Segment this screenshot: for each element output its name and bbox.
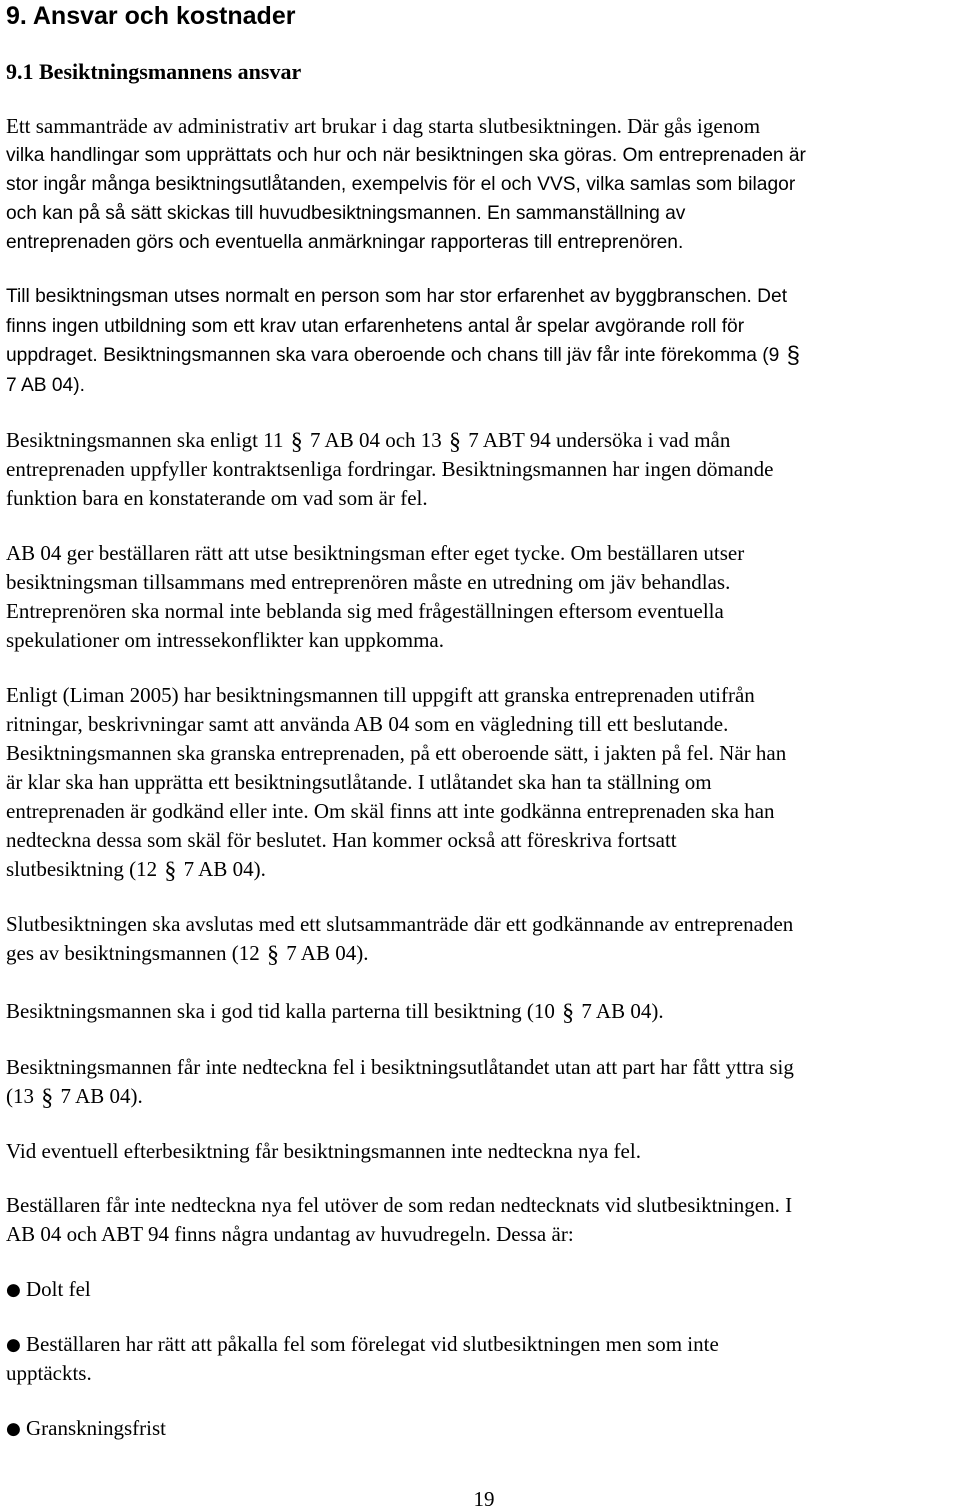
text-fragment: 7 AB 04). xyxy=(286,941,369,965)
text-fragment: Besiktningsmannen ska i god tid kalla parterna till besiktning (10 xyxy=(6,999,555,1023)
list-item-continuation: upptäckts. xyxy=(6,1361,92,1385)
text-line: Entreprenören ska normal inte beblanda sig med frågeställningen eftersom eventuella xyxy=(6,599,724,623)
text-line xyxy=(6,997,664,1025)
section-symbol: § xyxy=(449,429,462,455)
section-symbol: § xyxy=(266,942,279,968)
text-fragment: 7 AB 04 och 13 xyxy=(309,428,442,452)
text-line: finns ingen utbildning som ett krav utan erfarenhetens antal år spelar avgörande roll för xyxy=(6,316,745,337)
section-symbol: § xyxy=(164,858,177,884)
text-line xyxy=(6,939,368,967)
section-symbol: § xyxy=(786,342,800,369)
list-item xyxy=(6,1414,166,1443)
text-fragment: 7 AB 04). xyxy=(60,1084,143,1108)
text-fragment: 7 AB 04). xyxy=(183,857,266,881)
section-symbol: § xyxy=(290,429,303,455)
text-fragment: ges av besiktningsmannen (12 xyxy=(6,941,260,965)
text-fragment: (13 xyxy=(6,1084,34,1108)
text-line xyxy=(6,342,802,370)
text-line: AB 04 ger beställaren rätt att utse besiktningsman efter eget tycke. Om beställaren utser xyxy=(6,541,745,565)
text-fragment: slutbesiktning (12 xyxy=(6,857,158,881)
bullet-icon: ● xyxy=(6,1335,21,1355)
list-item-text: Dolt fel xyxy=(26,1277,91,1301)
list-item-text: Granskningsfrist xyxy=(26,1416,166,1440)
text-line: Besiktningsmannen får inte nedteckna fel i besiktningsutlåtandet utan att part har fått yttra sig xyxy=(6,1055,794,1079)
text-line: vilka handlingar som upprättats och hur och när besiktningen ska göras. Om entreprenaden är xyxy=(6,145,806,166)
text-line: Ett sammanträde av administrativ art brukar i dag starta slutbesiktningen. Där gås igenom xyxy=(6,114,761,138)
text-fragment: 7 AB 04). xyxy=(581,999,664,1023)
list-item xyxy=(6,1330,719,1359)
text-line: entreprenaden är godkänd eller inte. Om skäl finns att inte godkänna entreprenaden ska han xyxy=(6,799,775,823)
text-line: entreprenaden uppfyller kontraktsenliga fordringar. Besiktningsmannen har ingen dömande xyxy=(6,457,774,481)
text-line: besiktningsman tillsammans med entreprenören måste en utredning om jäv behandlas. xyxy=(6,570,731,594)
section-symbol: § xyxy=(41,1085,54,1111)
text-fragment: Besiktningsmannen ska enligt 11 xyxy=(6,428,284,452)
text-fragment: uppdraget. Besiktningsmannen ska vara oberoende och chans till jäv får inte förekomma (9 xyxy=(6,345,780,366)
text-line: Vid eventuell efterbesiktning får besiktningsmannen inte nedteckna nya fel. xyxy=(6,1139,641,1163)
section-heading: 9. Ansvar och kostnader xyxy=(6,2,296,30)
text-line: nedteckna dessa som skäl för beslutet. Han kommer också att föreskriva fortsatt xyxy=(6,828,677,852)
text-line: ritningar, beskrivningar samt att använda AB 04 som en vägledning till ett beslutande. xyxy=(6,712,729,736)
text-line: och kan på så sätt skickas till huvudbesiktningsmannen. En sammanställning av xyxy=(6,203,686,224)
text-line: AB 04 och ABT 94 finns några undantag av huvudregeln. Dessa är: xyxy=(6,1222,574,1246)
text-fragment: 7 ABT 94 undersöka i vad mån xyxy=(468,428,731,452)
text-line: Till besiktningsman utses normalt en person som har stor erfarenhet av byggbranschen. Det xyxy=(6,286,788,307)
text-line: Enligt (Liman 2005) har besiktningsmannen till uppgift att granska entreprenaden utifrån xyxy=(6,683,755,707)
text-line: entreprenaden görs och eventuella anmärkningar rapporteras till entreprenören. xyxy=(6,232,684,253)
page-number: 19 xyxy=(473,1487,495,1511)
text-line: Slutbesiktningen ska avslutas med ett slutsammanträde där ett godkännande av entreprenaden xyxy=(6,912,794,936)
list-item xyxy=(6,1275,91,1304)
text-line: spekulationer om intressekonflikter kan uppkomma. xyxy=(6,628,444,652)
text-line: Beställaren får inte nedteckna nya fel utöver de som redan nedtecknats vid slutbesiktningen. I xyxy=(6,1193,793,1217)
text-line xyxy=(6,855,266,883)
text-line: 7 AB 04). xyxy=(6,375,85,396)
section-symbol: § xyxy=(562,1000,575,1026)
text-line: funktion bara en konstaterande om vad som är fel. xyxy=(6,486,428,510)
bullet-icon: ● xyxy=(6,1280,21,1300)
bullet-icon: ● xyxy=(6,1419,21,1439)
subsection-heading: 9.1 Besiktningsmannens ansvar xyxy=(6,59,302,84)
list-item-text: Beställaren har rätt att påkalla fel som förelegat vid slutbesiktningen men som inte xyxy=(26,1332,719,1356)
text-line xyxy=(6,1082,143,1110)
text-line: är klar ska han upprätta ett besiktningsutlåtande. I utlåtandet ska han ta ställning om xyxy=(6,770,712,794)
text-line: stor ingår många besiktningsutlåtanden, exempelvis för el och VVS, vilka samlas som bilagor xyxy=(6,174,796,195)
text-line xyxy=(6,426,730,454)
text-line: Besiktningsmannen ska granska entreprenaden, på ett oberoende sätt, i jakten på fel. När han xyxy=(6,741,787,765)
